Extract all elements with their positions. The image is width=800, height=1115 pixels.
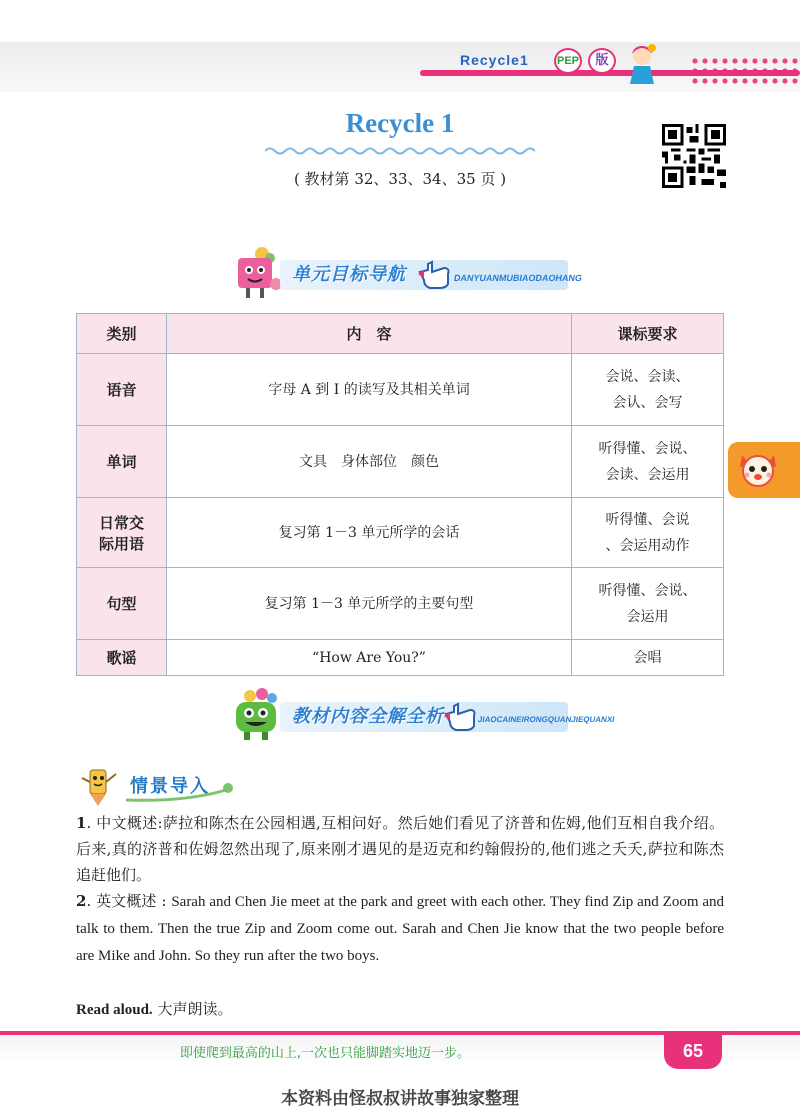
header-category: 类别 <box>77 314 167 354</box>
chinese-summary-paragraph: 1. 中文概述:萨拉和陈杰在公园相遇,互相问好。然后她们看见了济普和佐姆,他们互相自我介绍。后来,真的济普和佐姆忽然出现了,原来刚才遇见的是迈克和约翰假扮的,他们逃之夭夭,萨拉和陈杰追赶他们。 <box>76 814 724 884</box>
textbook-pages-note: ( 教材第 32、33、34、35 页 ) <box>293 170 507 188</box>
table-row <box>77 640 724 676</box>
unit-goals-table <box>76 313 724 676</box>
english-summary-paragraph: 2. 英文概述 : Sarah and Chen Jie meet at the park and greet with each other. They find Zip and Zoom and talk to them. Then the true Zip and Zoom come out. Sarah and Chen Jie know that the two people before are Mike and John. So they run after the two boys. <box>76 892 724 964</box>
table-row <box>77 568 724 640</box>
section-banner-content-analysis <box>232 688 616 744</box>
read-aloud-instruction: Read aloud. 大声朗读。 <box>76 1000 233 1018</box>
page-number: 65 <box>664 1035 722 1069</box>
pencil-kid-icon <box>82 770 116 806</box>
section-label: 教材内容全解全析 <box>292 706 444 727</box>
section-pinyin: JIAOCAINEIRONGQUANJIEQUANXI <box>477 715 616 724</box>
row-content: 复习第 1－3 单元所学的主要句型 <box>167 568 572 640</box>
row-category: 句型 <box>77 568 167 640</box>
table-header-row <box>77 314 724 354</box>
pep-badge: PEP <box>554 48 582 74</box>
table-row <box>77 498 724 568</box>
row-requirement: 听得懂、会说、 会读、会运用 <box>572 426 724 498</box>
header-content: 内 容 <box>167 314 572 354</box>
edition-badge: 版 <box>588 48 616 74</box>
pointing-hand-icon <box>444 698 480 732</box>
header-dot-pattern <box>690 56 800 84</box>
row-category: 日常交 际用语 <box>77 498 167 568</box>
row-content: 字母 A 到 I 的读写及其相关单词 <box>167 354 572 426</box>
row-requirement: 会唱 <box>572 640 724 676</box>
row-requirement: 听得懂、会说、 会运用 <box>572 568 724 640</box>
qr-code-icon[interactable] <box>662 124 726 188</box>
cartoon-girl-icon <box>622 42 662 86</box>
row-category: 语音 <box>77 354 167 426</box>
header-background <box>0 42 800 92</box>
footer-motto: 即使爬到最高的山上,一次也只能脚踏实地迈一步。 <box>179 1046 471 1061</box>
header-unit-number: 1 <box>520 52 528 68</box>
section-pinyin: DANYUANMUBIAODAOHANG <box>453 273 583 283</box>
row-requirement: 听得懂、会说 、会运用动作 <box>572 498 724 568</box>
table-row <box>77 354 724 426</box>
row-requirement: 会说、会读、 会认、会写 <box>572 354 724 426</box>
green-monster-mascot-icon <box>232 688 284 744</box>
pointing-hand-icon <box>418 256 454 290</box>
row-content: 文具 身体部位 颜色 <box>167 426 572 498</box>
row-category: 单词 <box>77 426 167 498</box>
row-category: 歌谣 <box>77 640 167 676</box>
section-banner-unit-goals <box>232 246 583 302</box>
row-content: “How Are You?” <box>167 640 572 676</box>
source-credit: 本资料由怪叔叔讲故事独家整理 <box>281 1089 519 1109</box>
row-content: 复习第 1－3 单元所学的会话 <box>167 498 572 568</box>
table-row <box>77 426 724 498</box>
running-header <box>0 42 800 92</box>
header-title: Recycle <box>460 52 520 68</box>
decorative-wave-underline <box>265 146 535 156</box>
scene-intro-label: 情景导入 <box>130 776 210 797</box>
fox-mascot-icon <box>736 447 780 491</box>
page-title: Recycle 1 <box>345 108 455 138</box>
section-label: 单元目标导航 <box>292 264 406 285</box>
header-requirement: 课标要求 <box>572 314 724 354</box>
pink-cube-mascot-icon <box>232 246 284 302</box>
